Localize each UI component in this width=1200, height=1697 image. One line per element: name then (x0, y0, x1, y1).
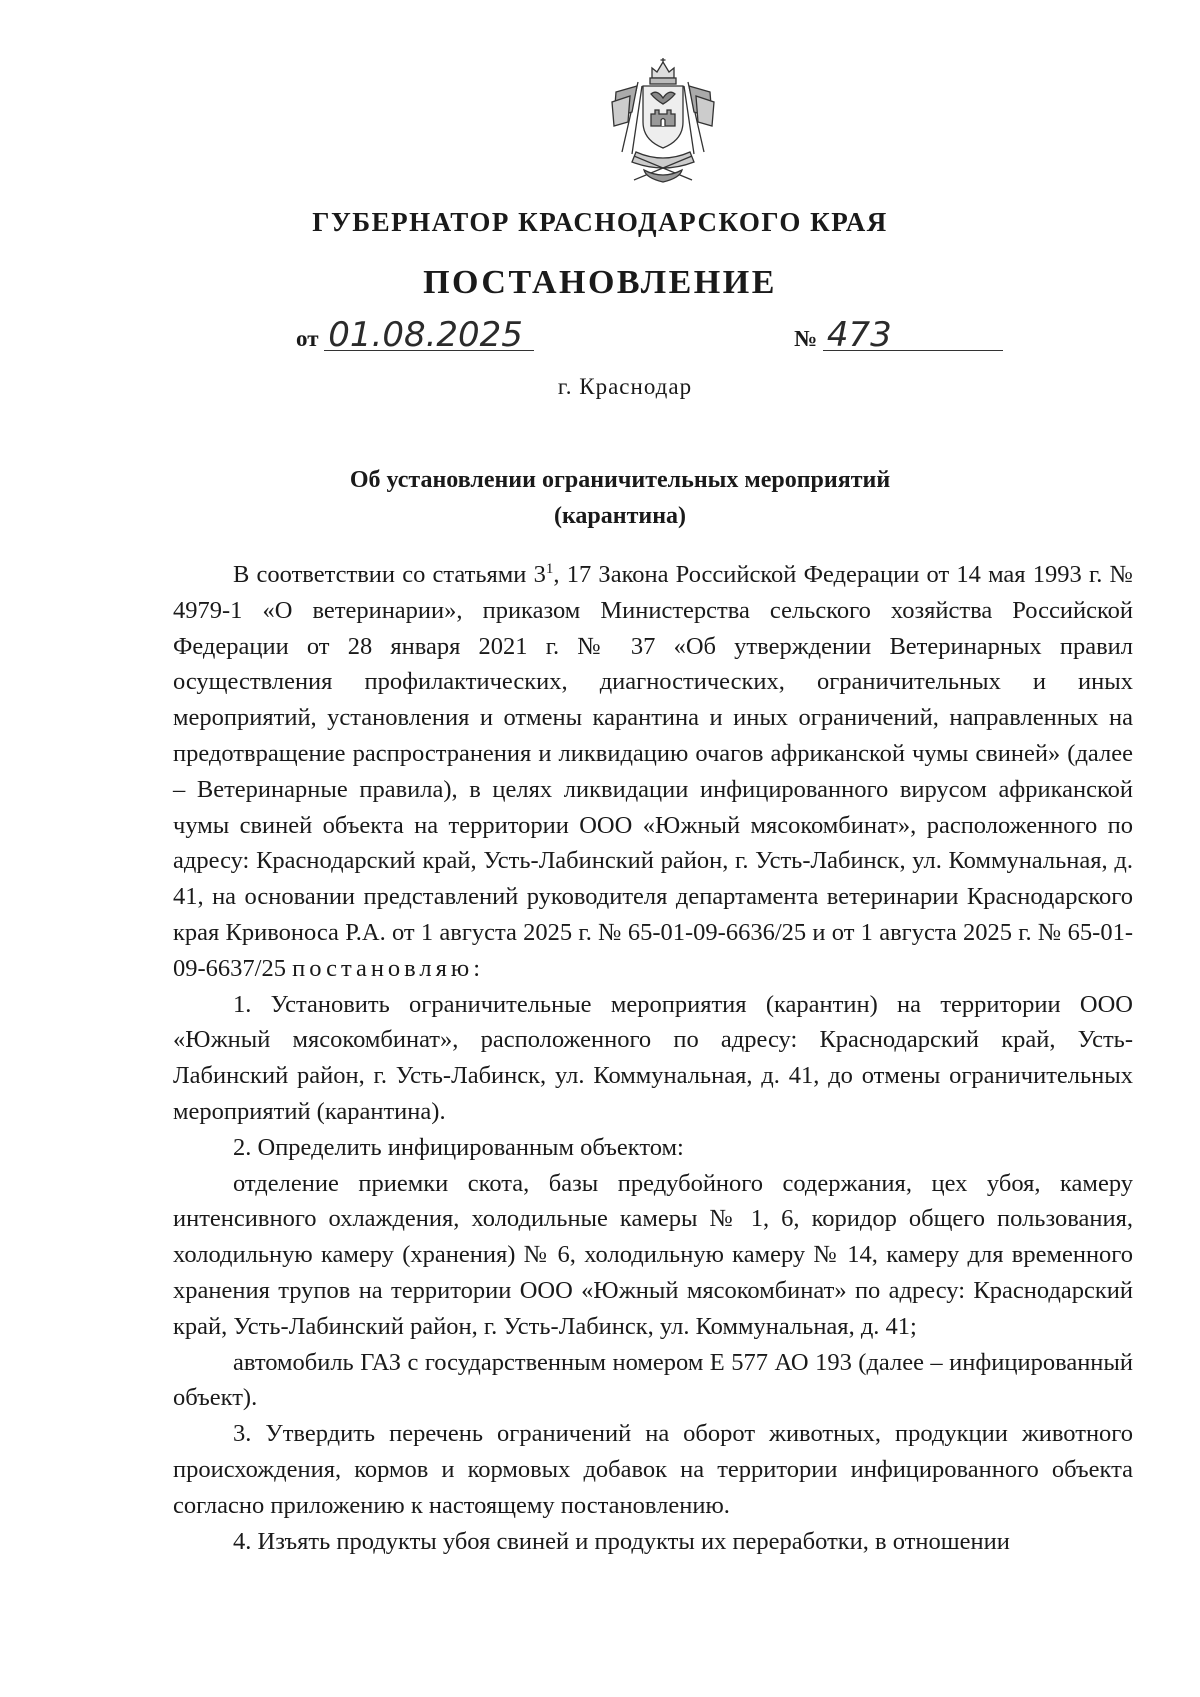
paragraph-item-4: 4. Изъять продукты убоя свиней и продукты их переработки, в отношении (233, 1527, 1010, 1555)
date-prefix: от (296, 326, 319, 351)
preamble-text-main: , 17 Закона Российской Федерации от 14 мая 1993 г. № 4979-1 «О ветеринарии», приказом Министерства сельского хозяйства Российской Федерации от 28 января 2021 г. № 37 «Об утверждении Ветеринарных правил осуществления профилактических, диагностических, ограничительных и иных мероприятий, установления и отмены карантина и иных ограничений, направленных на предотвращение распространения и ликвидацию очагов африканской чумы свиней» (далее – Ветеринарные правила), в целях ликвидации инфицированного вирусом африканской чумы свиней объекта на территории ООО «Южный мясокомбинат», расположенного по адресу: Краснодарский край, Усть-Лабинский район, г. Усть-Лабинск, ул. Коммунальная, д. 41, на основании представлений руководителя департамента ветеринарии Краснодарского края Кривоноса Р.А. от 1 августа 2025 г. № 65-01-09-6636/25 и от 1 августа 2025 г. № 65-01-09-6637/25 (173, 561, 1133, 982)
document-date-handwritten: 01.08.2025 (324, 320, 534, 351)
paragraph-item-3: 3. Утвердить перечень ограничений на оборот животных, продукции животного происхождения, кормов и кормовых добавок на территории инфицированного объекта согласно приложению к настоящему постановлению. (173, 1420, 1133, 1519)
document-body (173, 557, 1133, 1559)
preamble-paragraph (173, 557, 1133, 987)
title-line-1: Об установлении ограничительных мероприятий (349, 467, 891, 493)
city-of-issue: г. Краснодар (557, 374, 693, 399)
paragraph-item-1: 1. Установить ограничительные мероприятия (карантин) на территории ООО «Южный мясокомбинат», расположенного по адресу: Краснодарский край, Усть-Лабинский район, г. Усть-Лабинск, ул. Коммунальная, д. 41, до отмены ограничительных мероприятий (карантина). (173, 990, 1133, 1125)
krasnodar-coat-of-arms-icon (608, 56, 718, 184)
document-number-handwritten: 473 (823, 320, 1003, 351)
paragraph-item-2: 2. Определить инфицированным объектом: (233, 1133, 684, 1161)
preamble-text-start: В соответствии со статьями 3 (233, 561, 546, 588)
document-date-line (296, 315, 534, 360)
resolves-word: постановляю: (292, 954, 485, 982)
document-number-line (794, 315, 1003, 360)
superscript-article: 1 (545, 560, 554, 577)
title-line-2: (карантина) (553, 503, 687, 529)
paragraph-item-2-vehicle: автомобиль ГАЗ с государственным номером Е 577 АО 193 (далее – инфицированный объект). (173, 1348, 1133, 1412)
paragraph-item-2-objects: отделение приемки скота, базы предубойного содержания, цех убоя, камеру интенсивного охлаждения, холодильные камеры № 1, 6, коридор общего пользования, холодильную камеру (хранения) № 6, холодильную камеру № 14, камеру для временного хранения трупов на территории ООО «Южный мясокомбинат» по адресу: Краснодарский край, Усть-Лабинский район, г. Усть-Лабинск, ул. Коммунальная, д. 41; (173, 1169, 1133, 1340)
document-type: ПОСТАНОВЛЕНИЕ (423, 264, 777, 301)
document-title (0, 462, 1200, 534)
number-prefix: № (794, 326, 818, 351)
issuing-authority: ГУБЕРНАТОР КРАСНОДАРСКОГО КРАЯ (312, 207, 888, 237)
